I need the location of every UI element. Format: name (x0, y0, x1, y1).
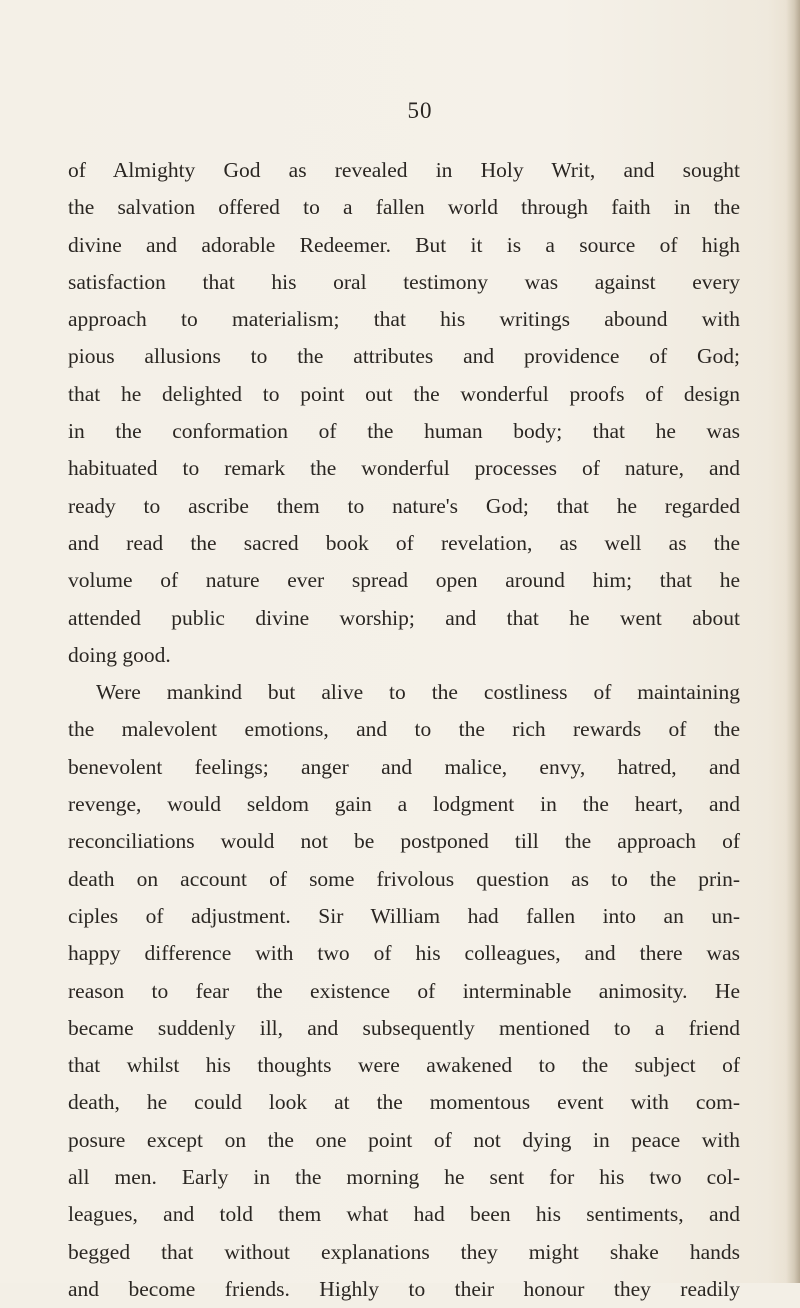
text-line: habituated to remark the wonderful processes of nature, and (68, 456, 740, 481)
text-line: begged that without explanations they might shake hands (68, 1239, 740, 1264)
text-line: and become friends. Highly to their honour they readily (68, 1276, 740, 1301)
page-edge-shadow (786, 0, 800, 1283)
text-line: death, he could look at the momentous event with com- (68, 1090, 740, 1115)
text-line: in the conformation of the human body; that he was (68, 419, 740, 444)
text-line: that whilst his thoughts were awakened to the subject of (68, 1053, 740, 1078)
text-line: happy difference with two of his colleagues, and there was (68, 941, 740, 966)
text-line: ciples of adjustment. Sir William had fallen into an un- (68, 903, 740, 928)
text-line: death on account of some frivolous question as to the prin- (68, 866, 740, 891)
text-line: leagues, and told them what had been his sentiments, and (68, 1202, 740, 1227)
text-line: all men. Early in the morning he sent for his two col- (68, 1165, 740, 1190)
text-line: divine and adorable Redeemer. But it is a source of high (68, 232, 740, 257)
text-line: doing good. (68, 642, 171, 667)
page-number-text: 50 (407, 98, 433, 123)
text-line: Were mankind but alive to the costliness of maintaining (96, 680, 740, 705)
text-line: the salvation offered to a fallen world through faith in the (68, 195, 740, 220)
text-line: became suddenly ill, and subsequently mentioned to a friend (68, 1015, 740, 1040)
text-line: ready to ascribe them to nature's God; that he regarded (68, 493, 740, 518)
text-line: of Almighty God as revealed in Holy Writ, and sought (68, 158, 740, 182)
text-line: the malevolent emotions, and to the rich rewards of the (68, 717, 740, 742)
text-line: revenge, would seldom gain a lodgment in the heart, and (68, 792, 740, 817)
text-line: that he delighted to point out the wonderful proofs of design (68, 381, 740, 406)
text-line: reason to fear the existence of interminable animosity. He (68, 978, 740, 1003)
text-line: satisfaction that his oral testimony was against every (68, 269, 740, 294)
body-text (68, 152, 740, 1308)
text-line: benevolent feelings; anger and malice, envy, hatred, and (68, 754, 740, 779)
page-number (0, 98, 800, 124)
text-line: volume of nature ever spread open around him; that he (68, 568, 740, 593)
text-line: and read the sacred book of revelation, as well as the (68, 530, 740, 555)
text-line: reconciliations would not be postponed till the approach of (68, 829, 740, 854)
text-line: approach to materialism; that his writings abound with (68, 307, 740, 332)
text-line: pious allusions to the attributes and providence of God; (68, 344, 740, 369)
text-line: posure except on the one point of not dying in peace with (68, 1127, 740, 1152)
text-line: attended public divine worship; and that he went about (68, 605, 740, 630)
